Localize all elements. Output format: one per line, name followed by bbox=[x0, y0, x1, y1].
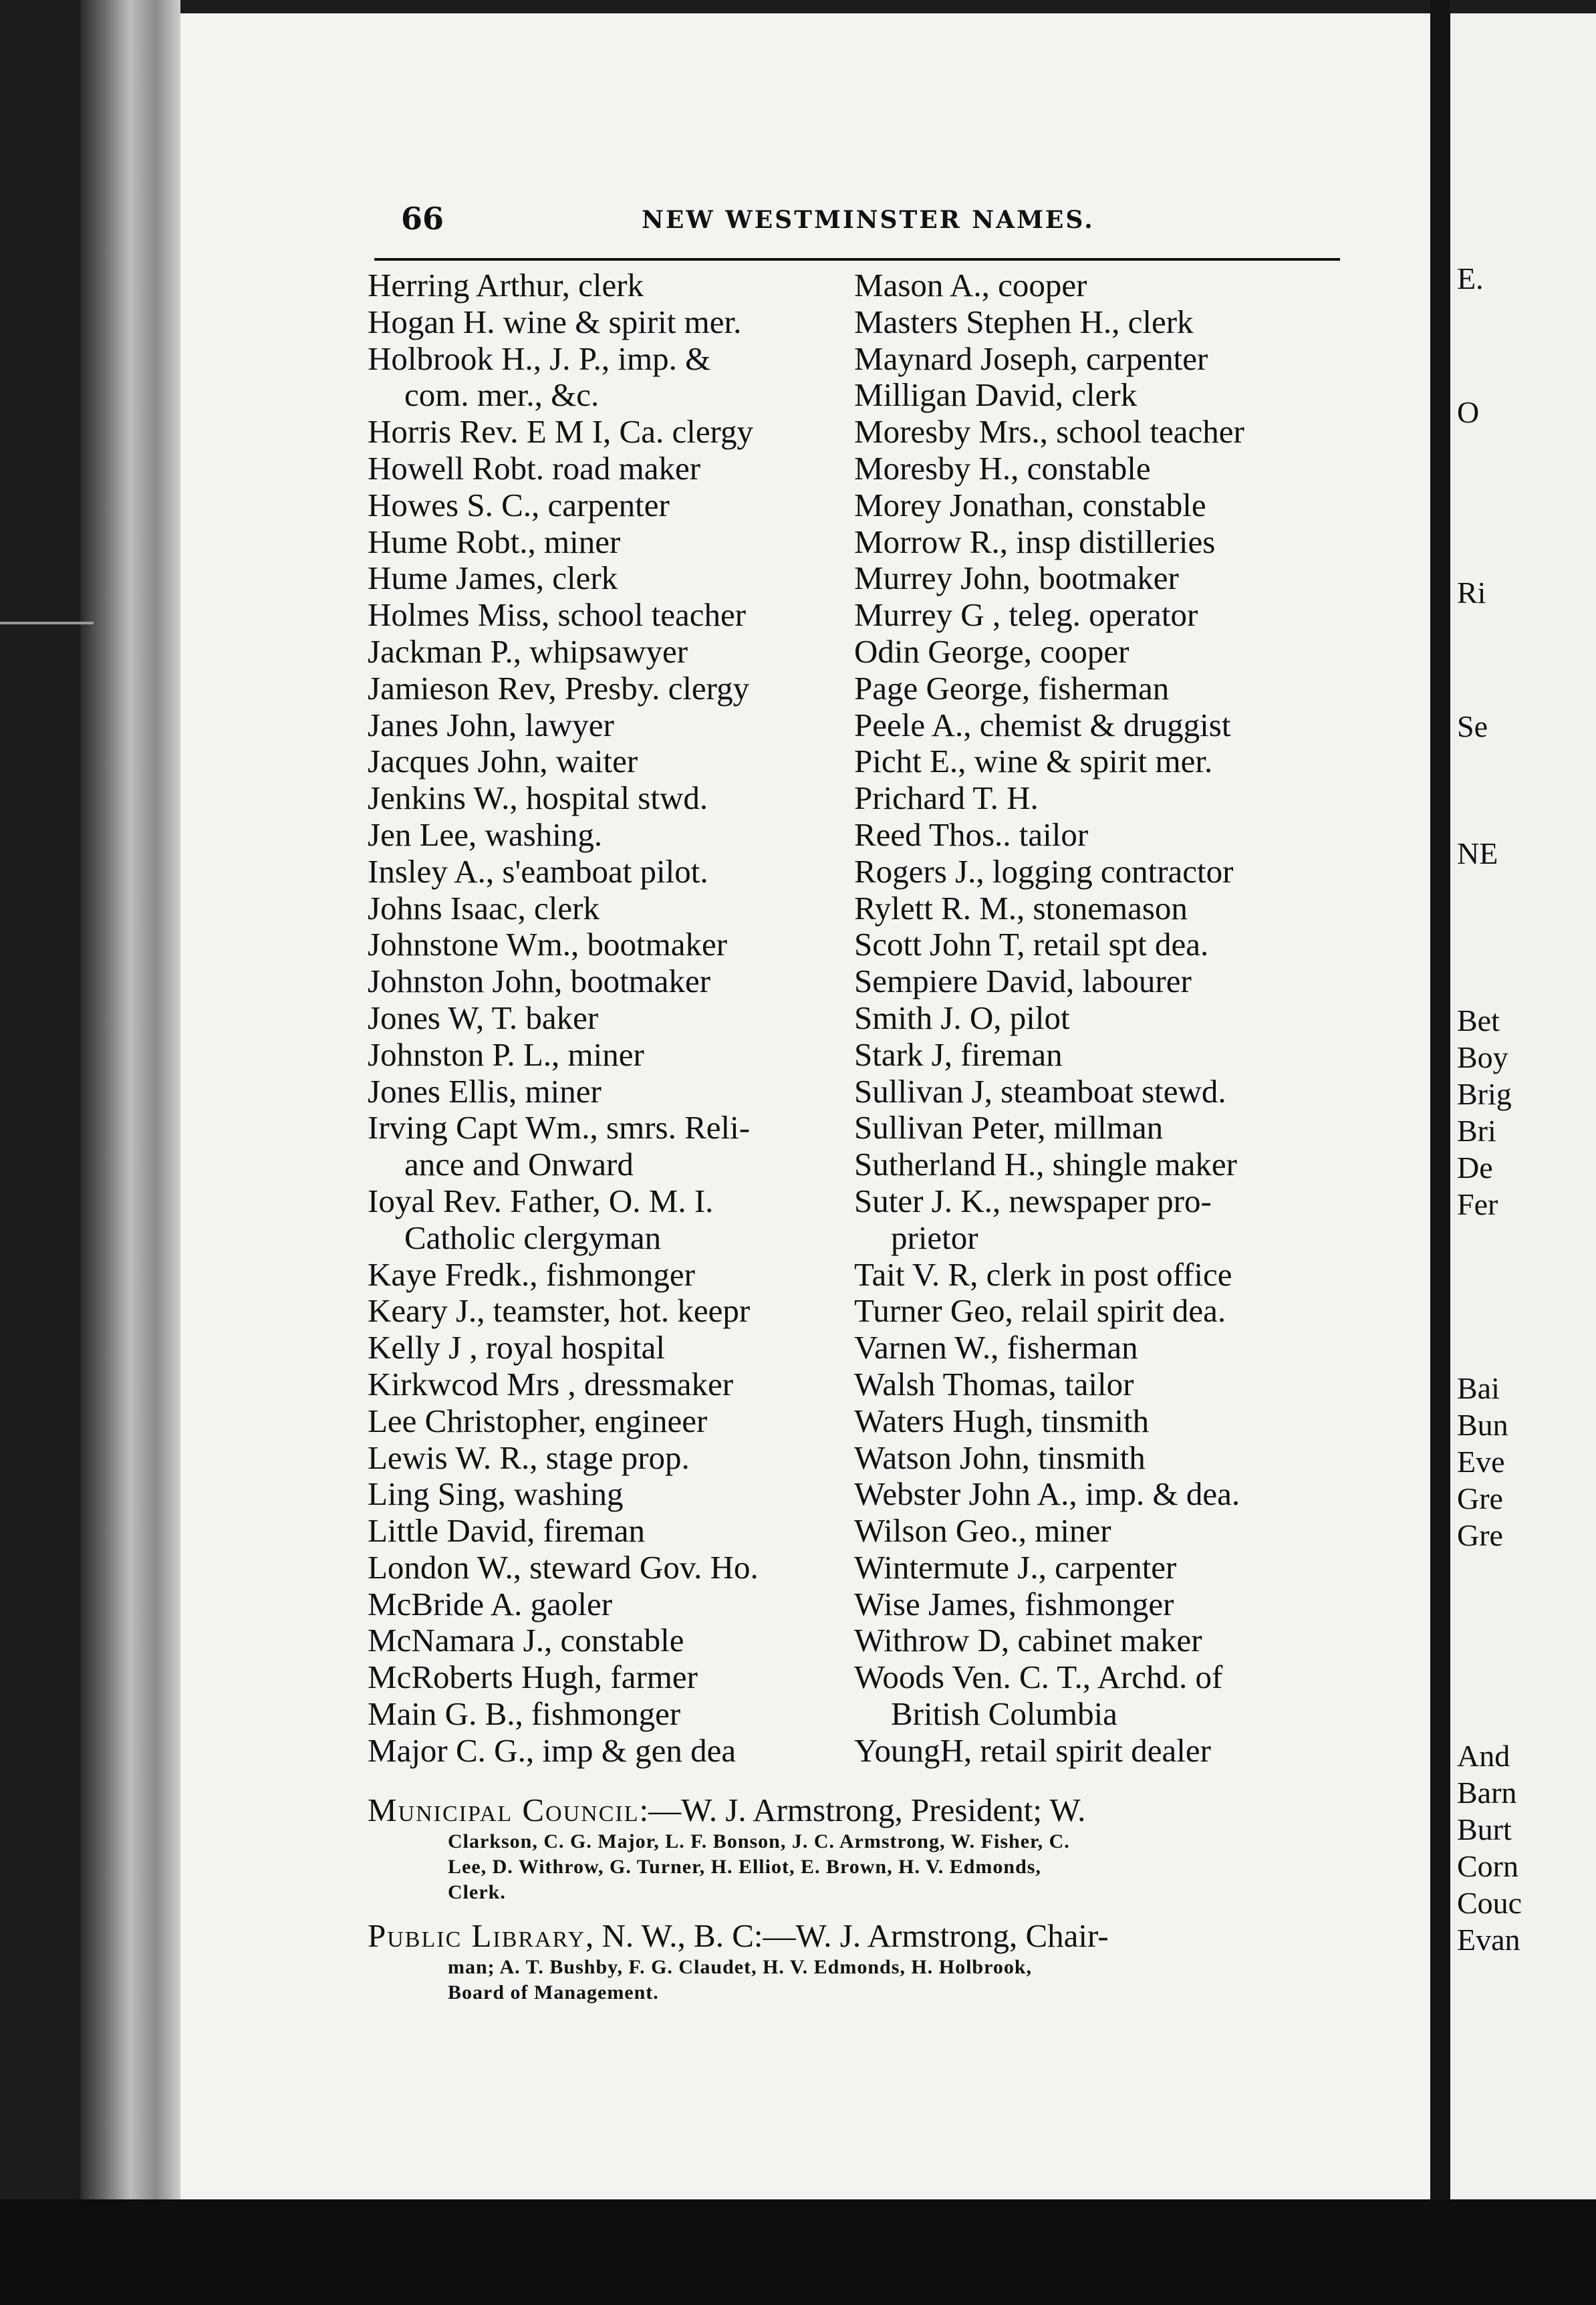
page-number: 66 bbox=[401, 201, 444, 237]
facing-page-fragment: NE bbox=[1457, 836, 1498, 870]
directory-entry: Janes John, lawyer bbox=[368, 707, 614, 743]
directory-entry: Maynard Joseph, carpenter bbox=[854, 340, 1208, 377]
directory-entry: Wilson Geo., miner bbox=[854, 1513, 1111, 1550]
directory-entry: McRoberts Hugh, farmer bbox=[368, 1659, 698, 1696]
directory-entry: Suter J. K., newspaper pro- bbox=[854, 1183, 1212, 1219]
directory-entry: Watson John, tinsmith bbox=[854, 1439, 1146, 1476]
directory-entry: Howes S. C., carpenter bbox=[368, 487, 670, 523]
facing-page-fragment: Corn bbox=[1457, 1849, 1518, 1883]
directory-entry: Smith J. O, pilot bbox=[854, 999, 1070, 1036]
facing-page-fragment: Couc bbox=[1457, 1886, 1522, 1920]
header-rule bbox=[374, 258, 1340, 261]
directory-entry: Ling Sing, washing bbox=[368, 1476, 624, 1513]
facing-page-fragment: Eve bbox=[1457, 1445, 1505, 1479]
facing-page-fragment: O bbox=[1457, 395, 1480, 429]
directory-entry: Walsh Thomas, tailor bbox=[854, 1366, 1134, 1403]
directory-entry: Varnen W., fisherman bbox=[854, 1330, 1138, 1366]
directory-entry-continuation: Catholic clergyman bbox=[404, 1219, 662, 1256]
facing-page-fragment: Boy bbox=[1457, 1040, 1508, 1074]
municipal-council-heading: Municipal Council bbox=[368, 1792, 640, 1828]
public-library-notice bbox=[368, 1917, 1343, 2006]
book-edge bbox=[80, 0, 180, 2305]
public-library-chairman: , N. W., B. C:—W. J. Armstrong, Chair- bbox=[585, 1917, 1109, 1954]
directory-entry-continuation: com. mer., &c. bbox=[404, 377, 600, 414]
directory-entry: Murrey G , teleg. operator bbox=[854, 597, 1198, 634]
directory-entry: Moresby Mrs., school teacher bbox=[854, 414, 1244, 451]
directory-entry: Holbrook H., J. P., imp. & bbox=[368, 340, 711, 377]
facing-page-fragment: De bbox=[1457, 1150, 1493, 1185]
directory-entry: Johnston John, bootmaker bbox=[368, 963, 711, 1000]
directory-entry: Jones Ellis, miner bbox=[368, 1073, 602, 1110]
directory-entry: Reed Thos.. tailor bbox=[854, 816, 1089, 853]
directory-entry: Main G. B., fishmonger bbox=[368, 1696, 681, 1733]
facing-page-fragment: Brig bbox=[1457, 1077, 1512, 1111]
public-library-board: man; A. T. Bushby, F. G. Claudet, H. V. Edmonds, H. Holbrook, Board of Management. bbox=[448, 1956, 1033, 2004]
directory-entry: Sullivan Peter, millman bbox=[854, 1110, 1164, 1146]
facing-page-fragment: Bai bbox=[1457, 1371, 1500, 1405]
directory-entry: Ioyal Rev. Father, O. M. I. bbox=[368, 1183, 714, 1219]
directory-entry: Jamieson Rev, Presby. clergy bbox=[368, 670, 750, 707]
facing-page-fragment: Ri bbox=[1457, 576, 1486, 610]
facing-page-fragment: Bun bbox=[1457, 1408, 1508, 1442]
directory-entry: Horris Rev. E M I, Ca. clergy bbox=[368, 414, 753, 451]
facing-page-fragment: Bri bbox=[1457, 1114, 1496, 1148]
directory-entry: Morey Jonathan, constable bbox=[854, 487, 1206, 523]
facing-page-fragment: Evan bbox=[1457, 1923, 1520, 1957]
facing-page-fragment: Se bbox=[1457, 709, 1488, 743]
directory-entry: Turner Geo, relail spirit dea. bbox=[854, 1293, 1226, 1330]
directory-entry: Mason A., cooper bbox=[854, 267, 1087, 304]
directory-entry: Johnstone Wm., bootmaker bbox=[368, 927, 728, 963]
directory-entry: Woods Ven. C. T., Archd. of bbox=[854, 1659, 1223, 1696]
directory-entry-continuation: ance and Onward bbox=[404, 1146, 634, 1183]
directory-entry: Major C. G., imp & gen dea bbox=[368, 1732, 737, 1769]
directory-entry: Milligan David, clerk bbox=[854, 377, 1138, 414]
directory-entry: Odin George, cooper bbox=[854, 633, 1129, 670]
directory-entry-continuation: British Columbia bbox=[891, 1696, 1117, 1733]
directory-entry: Johns Isaac, clerk bbox=[368, 890, 600, 927]
directory-entry: Little David, fireman bbox=[368, 1513, 645, 1550]
directory-entry: Jacques John, waiter bbox=[368, 743, 638, 780]
municipal-council-members: Clarkson, C. G. Major, L. F. Bonson, J. C. Armstrong, W. Fisher, C. Lee, D. Withrow, G. Turner, H. Elliot, E. Brown, H. V. Edmonds, Clerk. bbox=[448, 1830, 1070, 1903]
directory-entry: Herring Arthur, clerk bbox=[368, 267, 644, 304]
directory-entry: Sempiere David, labourer bbox=[854, 963, 1192, 1000]
directory-entry: Webster John A., imp. & dea. bbox=[854, 1476, 1240, 1513]
directory-entry: Sullivan J, steamboat stewd. bbox=[854, 1073, 1226, 1110]
running-head bbox=[401, 201, 1404, 247]
municipal-council-president: :—W. J. Armstrong, President; W. bbox=[639, 1792, 1086, 1828]
public-library-heading: Public Library bbox=[368, 1917, 586, 1954]
directory-entry: Waters Hugh, tinsmith bbox=[854, 1403, 1150, 1439]
directory-entry: Insley A., s'eamboat pilot. bbox=[368, 853, 708, 890]
facing-page-fragment: Fer bbox=[1457, 1187, 1498, 1221]
facing-page-fragment: E. bbox=[1457, 261, 1484, 295]
directory-entry: Picht E., wine & spirit mer. bbox=[854, 743, 1213, 780]
directory-entry: YoungH, retail spirit dealer bbox=[854, 1732, 1211, 1769]
facing-page-fragment: And bbox=[1457, 1739, 1510, 1773]
facing-page-fragment: Barn bbox=[1457, 1776, 1517, 1810]
directory-entry: London W., steward Gov. Ho. bbox=[368, 1549, 759, 1586]
directory-entry: Tait V. R, clerk in post office bbox=[854, 1256, 1232, 1293]
directory-entry: Jen Lee, washing. bbox=[368, 816, 603, 853]
directory-entry: Rylett R. M., stonemason bbox=[854, 890, 1188, 927]
directory-entry: McNamara J., constable bbox=[368, 1622, 684, 1659]
directory-entry: Withrow D, cabinet maker bbox=[854, 1622, 1202, 1659]
directory-entry: Stark J, fireman bbox=[854, 1036, 1063, 1073]
directory-entry: Lee Christopher, engineer bbox=[368, 1403, 708, 1439]
directory-entry: Rogers J., logging contractor bbox=[854, 853, 1234, 890]
page-title: NEW WESTMINSTER NAMES. bbox=[642, 206, 1095, 234]
directory-entry: Sutherland H., shingle maker bbox=[854, 1146, 1237, 1183]
directory-entry: Hume James, clerk bbox=[368, 560, 618, 597]
directory-entry: Morrow R., insp distilleries bbox=[854, 523, 1216, 560]
directory-entry: Wintermute J., carpenter bbox=[854, 1549, 1177, 1586]
directory-entry: Lewis W. R., stage prop. bbox=[368, 1439, 690, 1476]
notices bbox=[368, 1792, 1343, 2006]
directory-entry: Keary J., teamster, hot. keepr bbox=[368, 1293, 751, 1330]
directory-entry: Peele A., chemist & druggist bbox=[854, 707, 1231, 743]
directory-entry: Jenkins W., hospital stwd. bbox=[368, 780, 708, 817]
book-gutter bbox=[1430, 0, 1450, 2305]
scan-mark bbox=[0, 622, 94, 624]
municipal-council-notice bbox=[368, 1792, 1343, 1905]
facing-page-fragment: Burt bbox=[1457, 1812, 1512, 1846]
directory-entry: Page George, fisherman bbox=[854, 670, 1170, 707]
directory-entry: Murrey John, bootmaker bbox=[854, 560, 1179, 597]
directory-entry: Wise James, fishmonger bbox=[854, 1586, 1174, 1622]
facing-page-fragment: Bet bbox=[1457, 1003, 1500, 1038]
facing-page-fragment: Gre bbox=[1457, 1481, 1503, 1515]
directory-entry: McBride A. gaoler bbox=[368, 1586, 613, 1622]
directory-entry: Hume Robt., miner bbox=[368, 523, 621, 560]
scan-shadow bbox=[0, 2199, 1596, 2305]
right-name-column bbox=[854, 267, 1362, 1770]
directory-entry: Moresby H., constable bbox=[854, 450, 1151, 487]
directory-entry: Jackman P., whipsawyer bbox=[368, 633, 688, 670]
directory-entry: Jones W, T. baker bbox=[368, 999, 599, 1036]
directory-entry: Kaye Fredk., fishmonger bbox=[368, 1256, 695, 1293]
directory-entry-continuation: prietor bbox=[891, 1219, 978, 1256]
directory-entry: Holmes Miss, school teacher bbox=[368, 597, 747, 634]
directory-entry: Howell Robt. road maker bbox=[368, 450, 701, 487]
directory-entry: Scott John T, retail spt dea. bbox=[854, 927, 1209, 963]
directory-entry: Hogan H. wine & spirit mer. bbox=[368, 304, 742, 340]
directory-entry: Johnston P. L., miner bbox=[368, 1036, 644, 1073]
directory-entry: Masters Stephen H., clerk bbox=[854, 304, 1194, 340]
directory-entry: Prichard T. H. bbox=[854, 780, 1039, 817]
directory-entry: Kirkwcod Mrs , dressmaker bbox=[368, 1366, 734, 1403]
left-name-column bbox=[368, 267, 849, 1770]
directory-entry: Irving Capt Wm., smrs. Reli- bbox=[368, 1110, 751, 1146]
directory-entry: Kelly J , royal hospital bbox=[368, 1330, 666, 1366]
facing-page-fragment: Gre bbox=[1457, 1518, 1503, 1552]
